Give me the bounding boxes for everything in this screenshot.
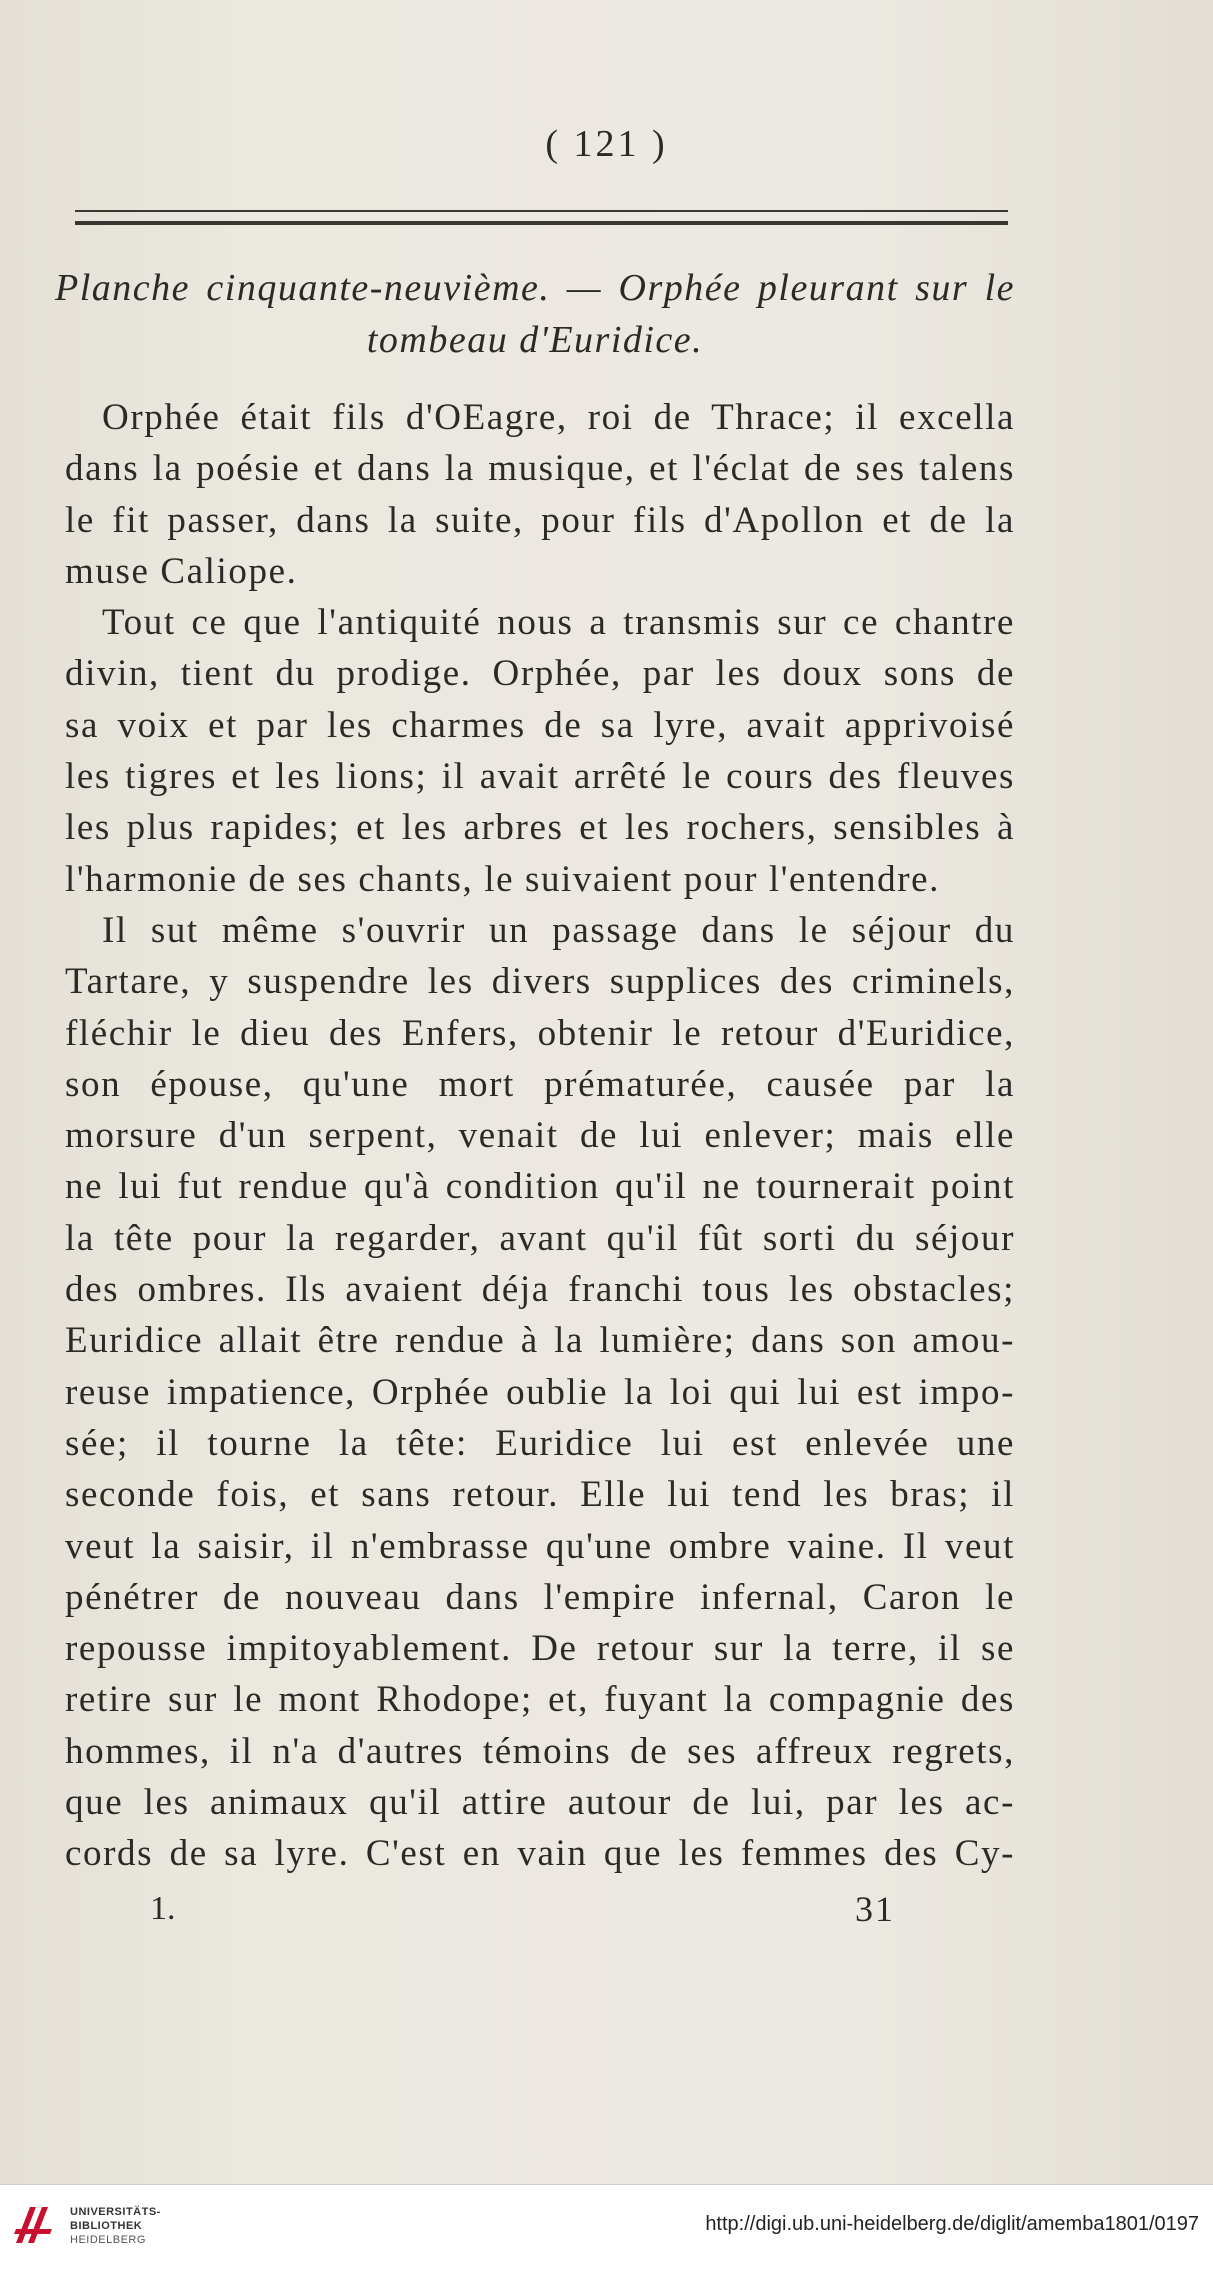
text-line: reuse impatience, Orphée oublie la loi qui lui est impo- bbox=[65, 1371, 1015, 1413]
text-line: ne lui fut rendue qu'à condition qu'il ne tournerait point bbox=[65, 1166, 1015, 1208]
text-line: pénétrer de nouveau dans l'empire infernal, Caron le bbox=[65, 1576, 1015, 1618]
text-line: Euridice allait être rendue à la lumière; dans son amou- bbox=[65, 1320, 1015, 1362]
signature-mark: 1. bbox=[150, 1890, 176, 1927]
text-line: retire sur le mont Rhodope; et, fuyant la compagnie des bbox=[65, 1679, 1015, 1721]
text-line: la tête pour la regarder, avant qu'il fût sorti du séjour bbox=[65, 1217, 1015, 1259]
text-line: veut la saisir, il n'embrasse qu'une ombre vaine. Il veut bbox=[65, 1525, 1015, 1567]
text-line: fléchir le dieu des Enfers, obtenir le retour d'Euridice, bbox=[65, 1012, 1015, 1054]
header-rule-thick bbox=[75, 221, 1008, 225]
text-line: cords de sa lyre. C'est en vain que les femmes des Cy- bbox=[65, 1833, 1015, 1875]
library-name bbox=[70, 2205, 161, 2247]
text-line: hommes, il n'a d'autres témoins de ses affreux regrets, bbox=[65, 1730, 1015, 1772]
text-line: les tigres et les lions; il avait arrêté le cours des fleuves bbox=[65, 756, 1015, 798]
text-line: son épouse, qu'une mort prématurée, causée par la bbox=[65, 1063, 1015, 1105]
text-line: sa voix et par les charmes de sa lyre, avait apprivoisé bbox=[65, 704, 1015, 746]
caption-line: tombeau d'Euridice. bbox=[366, 319, 704, 361]
heidelberg-library-logo-icon bbox=[12, 2199, 56, 2251]
text-line: des ombres. Ils avaient déja franchi tous les obstacles; bbox=[65, 1269, 1015, 1311]
caption-line: Planche cinquante-neuvième. — Orphée pleurant sur le bbox=[55, 267, 1015, 309]
library-name-line: HEIDELBERG bbox=[70, 2234, 146, 2246]
body-text bbox=[65, 392, 1015, 1880]
text-line: le fit passer, dans la suite, pour fils d'Apollon et de la bbox=[65, 499, 1015, 541]
text-line: Il sut même s'ouvrir un passage dans le séjour du bbox=[102, 909, 1015, 951]
text-line: Tout ce que l'antiquité nous a transmis sur ce chantre bbox=[102, 602, 1015, 644]
page-number: ( 121 ) bbox=[545, 123, 668, 165]
library-name-line: BIBLIOTHEK bbox=[70, 2220, 143, 2232]
text-line: dans la poésie et dans la musique, et l'éclat de ses talens bbox=[65, 448, 1015, 490]
text-line: morsure d'un serpent, venait de lui enlever; mais elle bbox=[65, 1115, 1015, 1157]
text-line: repousse impitoyablement. De retour sur la terre, il se bbox=[65, 1628, 1015, 1670]
text-line: seconde fois, et sans retour. Elle lui tend les bras; il bbox=[65, 1474, 1015, 1516]
library-name-line: UNIVERSITÄTS- bbox=[70, 2206, 161, 2218]
text-line: que les animaux qu'il attire autour de lui, par les ac- bbox=[65, 1782, 1015, 1824]
text-line: Tartare, y suspendre les divers supplices des criminels, bbox=[65, 961, 1015, 1003]
source-url-link[interactable]: http://digi.ub.uni-heidelberg.de/diglit/amemba1801/0197 bbox=[705, 2213, 1199, 2235]
gathering-number: 31 bbox=[855, 1889, 895, 1929]
text-line: Orphée était fils d'OEagre, roi de Thrace; il excella bbox=[102, 397, 1015, 438]
header-rule-thin bbox=[75, 210, 1008, 212]
text-line: sée; il tourne la tête: Euridice lui est enlevée une bbox=[65, 1422, 1015, 1464]
plate-caption bbox=[55, 262, 1015, 366]
text-line: l'harmonie de ses chants, le suivaient pour l'entendre. bbox=[65, 858, 941, 900]
text-line: muse Caliope. bbox=[65, 550, 298, 592]
text-line: divin, tient du prodige. Orphée, par les doux sons de bbox=[65, 653, 1015, 695]
text-line: les plus rapides; et les arbres et les rochers, sensibles à bbox=[65, 807, 1015, 849]
viewer-footer bbox=[0, 2184, 1213, 2271]
